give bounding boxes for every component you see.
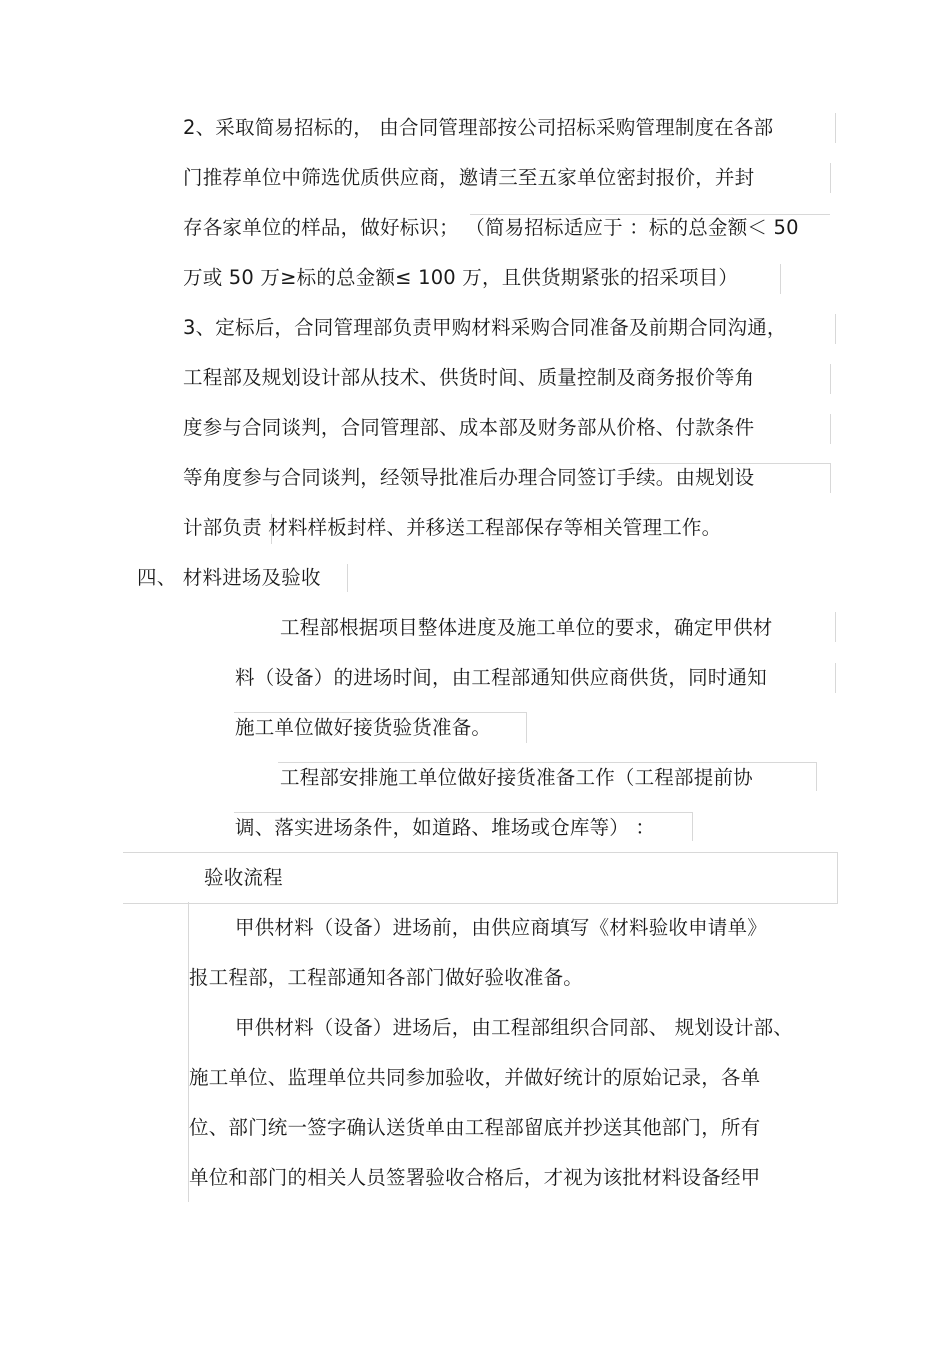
text-line: 工程部根据项目整体进度及施工单位的要求，确定甲供材 (280, 616, 773, 639)
text-line: 施工单位、监理单位共同参加验收，并做好统计的原始记录，各单 (189, 1066, 761, 1089)
text-line: 度参与合同谈判，合同管理部、成本部及财务部从价格、付款条件 (183, 416, 755, 439)
text-line: 门推荐单位中筛选优质供应商，邀请三至五家单位密封报价，并封 (183, 166, 755, 189)
text-line: 工程部及规划设计部从技术、供货时间、质量控制及商务报价等角 (183, 366, 755, 389)
text-line: 2、采取简易招标的， 由合同管理部按公司招标采购管理制度在各部 (183, 116, 774, 139)
text-line: 调、落实进场条件，如道路、堆场或仓库等） ： (235, 816, 656, 839)
rule (188, 902, 189, 1202)
rule (830, 163, 831, 193)
rule (835, 113, 836, 143)
rule (780, 264, 781, 294)
rule (830, 463, 831, 493)
rule (835, 314, 836, 344)
text-line: 3、定标后，合同管理部负责甲购材料采购合同准备及前期合同沟通， (183, 316, 787, 339)
text-line: 万或 50 万≥标的总金额≤ 100 万，且供货期紧张的招采项目） (183, 266, 739, 289)
text-line: 工程部安排施工单位做好接货准备工作（工程部提前协 (280, 766, 753, 789)
text-line: 施工单位做好接货验货准备。 (235, 716, 492, 739)
rule (835, 612, 836, 642)
text-line: 甲供材料（设备）进场前，由供应商填写《材料验收申请单》 (235, 916, 767, 939)
text-line: 料（设备）的进场时间，由工程部通知供应商供货，同时通知 (235, 666, 767, 689)
rule (347, 564, 348, 592)
section-heading: 四、 材料进场及验收 (137, 566, 321, 589)
rule (830, 414, 831, 444)
text-line: 计部负责 材料样板封样、并移送工程部保存等相关管理工作。 (183, 516, 722, 539)
rule (830, 364, 831, 394)
text-line: 单位和部门的相关人员签署验收合格后，才视为该批材料设备经甲 (189, 1166, 761, 1189)
text-line: 报工程部，工程部通知各部门做好验收准备。 (189, 966, 584, 989)
rule (835, 663, 836, 693)
text-line: 存各家单位的样品，做好标识； （简易招标适应于 ：标的总金额＜ 50 (183, 216, 799, 239)
subsection-heading: 验收流程 (204, 866, 283, 889)
text-line: 位、部门统一签字确认送货单由工程部留底并抄送其他部门，所有 (189, 1116, 761, 1139)
text-line: 甲供材料（设备）进场后，由工程部组织合同部、 规划设计部、 (235, 1016, 793, 1039)
text-line: 等角度参与合同谈判，经领导批准后办理合同签订手续。由规划设 (183, 466, 755, 489)
